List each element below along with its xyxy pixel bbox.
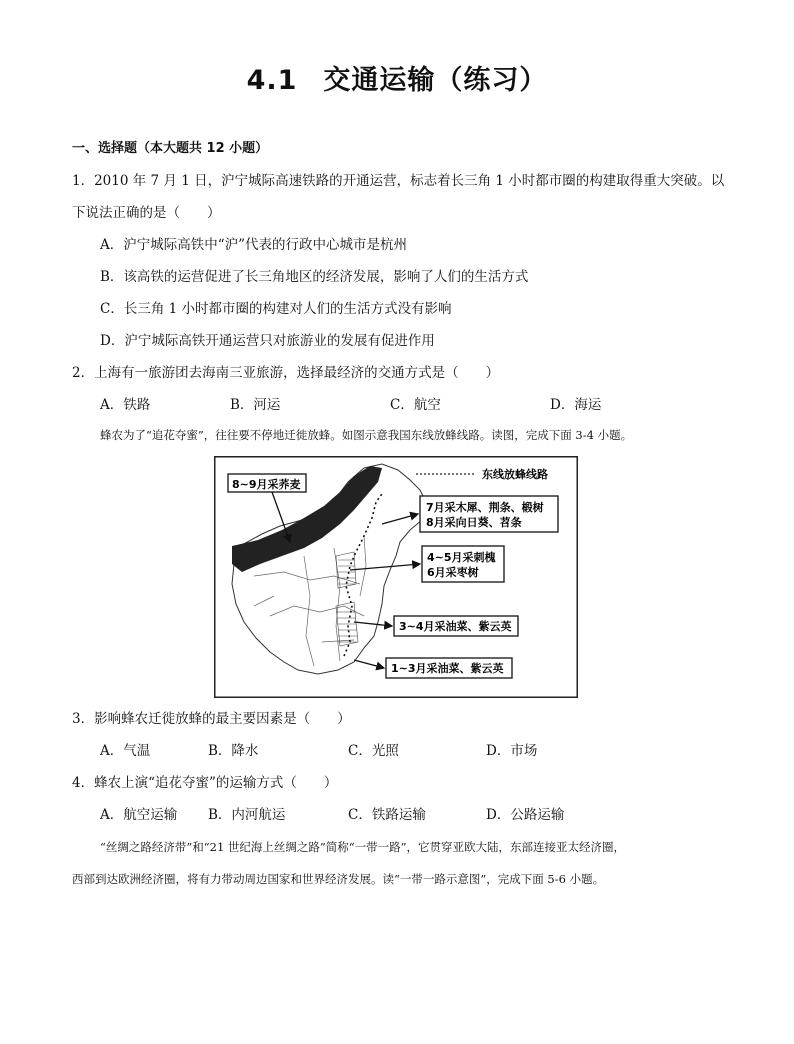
map-label-july: 7月采木犀、荆条、椴树 (426, 501, 544, 514)
q4-option-b: B．内河航运 (208, 807, 286, 823)
q3-option-d: D．市场 (486, 743, 538, 759)
map-label-march-april: 3~4月采油菜、紫云英 (399, 620, 512, 633)
q4-option-d: D．公路运输 (486, 807, 565, 823)
q2-stem: 2．上海有一旅游团去海南三亚旅游，选择最经济的交通方式是（ ） (72, 365, 500, 381)
q1-option-b: B．该高铁的运营促进了长三角地区的经济发展，影响了人们的生活方式 (100, 269, 529, 285)
q1-stem-line1: 1．2010 年 7 月 1 日，沪宁城际高速铁路的开通运营，标志着长三角 1 小时都市圈的构建取得重大突破。以 (72, 173, 725, 189)
chapter-title: 交通运输（练习） (323, 65, 548, 96)
q1-option-d: D．沪宁城际高铁开通运营只对旅游业的发展有促进作用 (100, 333, 435, 349)
page-title (0, 58, 794, 97)
q2-option-a: A．铁路 (100, 397, 151, 413)
map-label-august: 8月采向日葵、苕条 (426, 516, 522, 529)
passage-belt-road-line1: “丝绸之路经济带”和“21 世纪海上丝绸之路”简称“一带一路”，它贯穿亚欧大陆，东部连接亚太经济圈， (100, 840, 626, 854)
passage-bees: 蜂农为了“追花夺蜜”，往往要不停地迁徙放蜂。如图示意我国东线放蜂线路。读图，完成下面 3-4 小题。 (100, 428, 633, 442)
map-label-locust: 4~5月采刺槐 (427, 551, 496, 564)
q3-stem: 3．影响蜂农迁徙放蜂的最主要因素是（ ） (72, 711, 351, 727)
q4-stem: 4．蜂农上演“追花夺蜜”的运输方式（ ） (72, 775, 338, 791)
q2-option-b: B．河运 (230, 397, 281, 413)
q2-option-c: C．航空 (390, 397, 441, 413)
q1-stem-line2: 下说法正确的是（ ） (72, 205, 221, 221)
q2-option-d: D．海运 (550, 397, 602, 413)
q4-option-c: C．铁路运输 (348, 807, 426, 823)
q3-option-a: A．气温 (100, 743, 151, 759)
q3-option-c: C．光照 (348, 743, 399, 759)
map-label-buckwheat: 8~9月采荞麦 (232, 478, 301, 491)
map-label-jan-march: 1~3月采油菜、紫云英 (391, 662, 504, 675)
q1-option-c: C．长三角 1 小时都市圈的构建对人们的生活方式没有影响 (100, 301, 452, 317)
section-heading: 一、选择题（本大题共 12 小题） (72, 141, 269, 156)
map-legend-label: 东线放蜂线路 (482, 468, 548, 481)
q3-option-b: B．降水 (208, 743, 259, 759)
passage-belt-road-line2: 西部到达欧洲经济圈，将有力带动周边国家和世界经济发展。读“一带一路示意图”，完成下面 5-6 小题。 (72, 872, 605, 886)
chapter-number: 4.1 (246, 65, 298, 96)
q4-option-a: A．航空运输 (100, 807, 178, 823)
q1-option-a: A．沪宁城际高铁中“沪”代表的行政中心城市是杭州 (100, 237, 408, 253)
bee-route-map (214, 456, 578, 698)
map-label-jujube: 6月采枣树 (427, 566, 479, 579)
